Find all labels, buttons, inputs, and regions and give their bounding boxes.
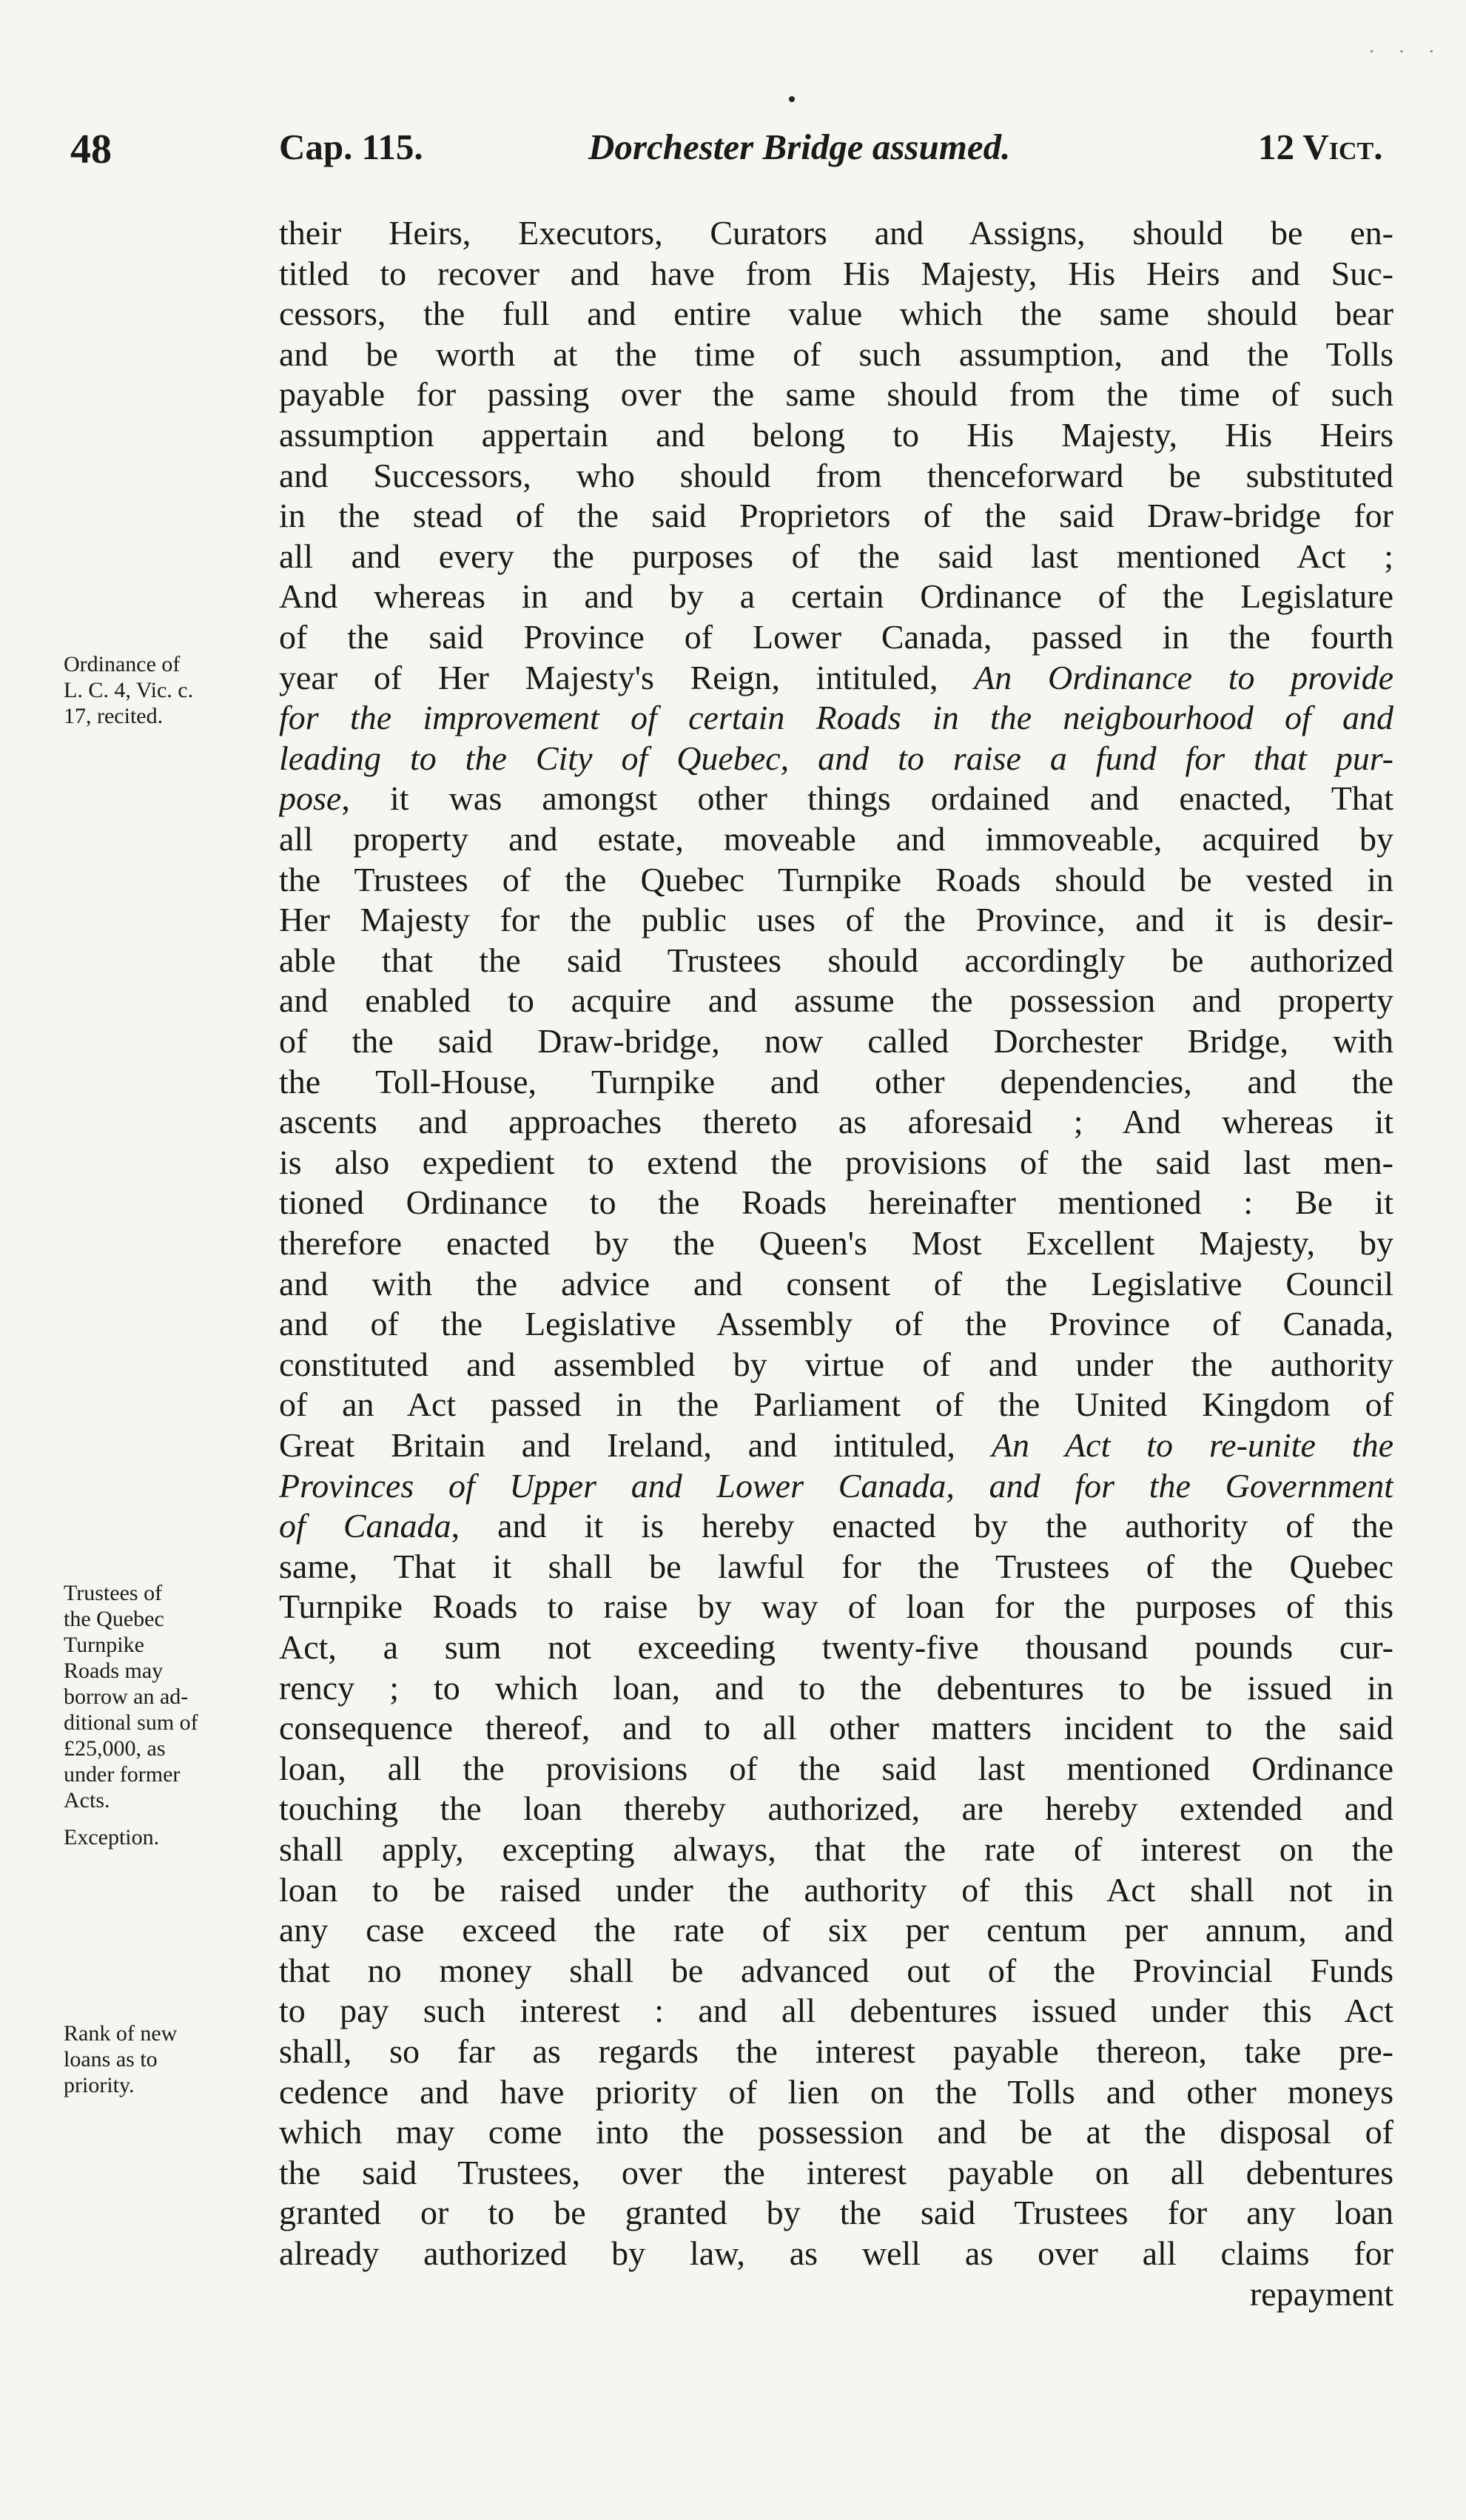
body-line: of an Act passed in the Parliament of the United Kingdom of — [279, 1385, 1393, 1424]
body-line: year of Her Majesty's Reign, intituled, An Ordinance to provide — [279, 658, 1393, 696]
body-line: and Successors, who should from thenceforward be substituted — [279, 456, 1393, 494]
body-line: and of the Legislative Assembly of the Province of Canada, — [279, 1305, 1393, 1343]
body-line: tioned Ordinance to the Roads hereinafter mentioned : Be it — [279, 1183, 1393, 1222]
body-line: ascents and approaches thereto as aforesaid ; And whereas it — [279, 1103, 1393, 1141]
body-line: their Heirs, Executors, Curators and Assigns, should be en- — [279, 214, 1393, 252]
margin-note-line: priority. — [64, 2073, 135, 2097]
body-line: consequence thereof, and to all other matters incident to the said — [279, 1709, 1393, 1747]
scan-dot — [789, 96, 795, 102]
page-number: 48 — [70, 127, 112, 172]
body-line: of the said Province of Lower Canada, passed in the fourth — [279, 618, 1393, 656]
body-line: cessors, the full and entire value which the same should bear — [279, 295, 1393, 333]
body-line: repayment — [1249, 2274, 1393, 2313]
body-line: payable for passing over the same should from the time of such — [279, 375, 1393, 414]
scan-specks: · · · — [1368, 41, 1444, 64]
margin-note-line: 17, recited. — [64, 704, 164, 728]
body-line: the said Trustees, over the interest payable on all debentures — [279, 2153, 1393, 2191]
body-line: able that the said Trustees should accordingly be authorized — [279, 941, 1393, 979]
body-line: shall, so far as regards the interest payable thereon, take pre- — [279, 2032, 1393, 2070]
body-line: is also expedient to extend the provisions of the said last men- — [279, 1143, 1393, 1181]
body-line: of Canada, and it is hereby enacted by the authority of the — [279, 1507, 1393, 1545]
margin-note-line: ditional sum of — [64, 1710, 198, 1735]
body-line: any case exceed the rate of six per centum per annum, and — [279, 1911, 1393, 1949]
body-line: Great Britain and Ireland, and intituled, An Act to re-unite the — [279, 1426, 1393, 1464]
margin-note-line: L. C. 4, Vic. c. — [64, 678, 194, 702]
body-line: therefore enacted by the Queen's Most Excellent Majesty, by — [279, 1224, 1393, 1262]
body-line: that no money shall be advanced out of the Provincial Funds — [279, 1951, 1393, 1989]
margin-note-line: borrow an ad- — [64, 1684, 189, 1709]
body-line: the Toll-House, Turnpike and other dependencies, and the — [279, 1062, 1393, 1101]
margin-note-line: Ordinance of — [64, 652, 181, 676]
body-line: loan to be raised under the authority of this Act shall not in — [279, 1870, 1393, 1909]
margin-note-line: loans as to — [64, 2047, 158, 2072]
body-line: Provinces of Upper and Lower Canada, and for the Government — [279, 1466, 1393, 1505]
body-line: all and every the purposes of the said last mentioned Act ; — [279, 537, 1393, 575]
running-title: Dorchester Bridge assumed. — [588, 127, 1011, 167]
margin-note-line: Acts. — [64, 1788, 110, 1812]
body-line: pose, it was amongst other things ordained and enacted, That — [279, 779, 1393, 818]
margin-note-ordinance — [64, 651, 271, 729]
chapter-label: Cap. 115. — [279, 127, 423, 167]
margin-note-trustees — [64, 1580, 271, 1813]
body-line: assumption appertain and belong to His Majesty, His Heirs — [279, 416, 1393, 454]
body-line: Her Majesty for the public uses of the Province, and it is desir- — [279, 901, 1393, 939]
margin-note-line: under former — [64, 1762, 181, 1787]
margin-note-line: £25,000, as — [64, 1736, 166, 1761]
margin-note-exception — [64, 1824, 271, 1850]
body-line: the Trustees of the Quebec Turnpike Roads should be vested in — [279, 860, 1393, 898]
margin-note-line: Trustees of — [64, 1581, 163, 1605]
body-line: all property and estate, moveable and immoveable, acquired by — [279, 820, 1393, 858]
regnal-year: 12 Vict. — [1258, 127, 1383, 167]
body-line: granted or to be granted by the said Trustees for any loan — [279, 2194, 1393, 2232]
body-line: and with the advice and consent of the Legislative Council — [279, 1264, 1393, 1303]
body-line: same, That it shall be lawful for the Trustees of the Quebec — [279, 1547, 1393, 1585]
body-line: cedence and have priority of lien on the Tolls and other moneys — [279, 2072, 1393, 2111]
running-header — [0, 126, 1466, 185]
body-line: and be worth at the time of such assumption, and the Tolls — [279, 335, 1393, 373]
body-line: and enabled to acquire and assume the possession and property — [279, 981, 1393, 1020]
margin-note-line: Roads may — [64, 1659, 164, 1683]
margin-note-line: Turnpike — [64, 1633, 144, 1657]
body-line: to pay such interest : and all debentures issued under this Act — [279, 1992, 1393, 2030]
body-line: loan, all the provisions of the said last mentioned Ordinance — [279, 1749, 1393, 1787]
margin-note-line: Rank of new — [64, 2021, 178, 2046]
body-line: leading to the City of Quebec, and to raise a fund for that pur- — [279, 739, 1393, 777]
body-line: shall apply, excepting always, that the rate of interest on the — [279, 1830, 1393, 1868]
body-line: titled to recover and have from His Majesty, His Heirs and Suc- — [279, 254, 1393, 292]
body-line: Act, a sum not exceeding twenty-five thousand pounds cur- — [279, 1628, 1393, 1666]
body-line: which may come into the possession and be at the disposal of — [279, 2113, 1393, 2151]
body-line: touching the loan thereby authorized, are hereby extended and — [279, 1790, 1393, 1828]
body-line: And whereas in and by a certain Ordinance of the Legislature — [279, 577, 1393, 616]
body-line: rency ; to which loan, and to the debentures to be issued in — [279, 1668, 1393, 1707]
body-line: constituted and assembled by virtue of and under the authority — [279, 1345, 1393, 1383]
body-line: in the stead of the said Proprietors of the said Draw-bridge for — [279, 497, 1393, 535]
margin-note-line: the Quebec — [64, 1607, 164, 1631]
margin-note-line: Exception. — [64, 1825, 160, 1849]
body-line: of the said Draw-bridge, now called Dorchester Bridge, with — [279, 1022, 1393, 1060]
margin-note-rank — [64, 2020, 271, 2098]
body-line: already authorized by law, as well as over all claims for — [279, 2234, 1393, 2272]
body-line: for the improvement of certain Roads in the neigbourhood of and — [279, 699, 1393, 737]
body-line: Turnpike Roads to raise by way of loan for the purposes of this — [279, 1587, 1393, 1626]
